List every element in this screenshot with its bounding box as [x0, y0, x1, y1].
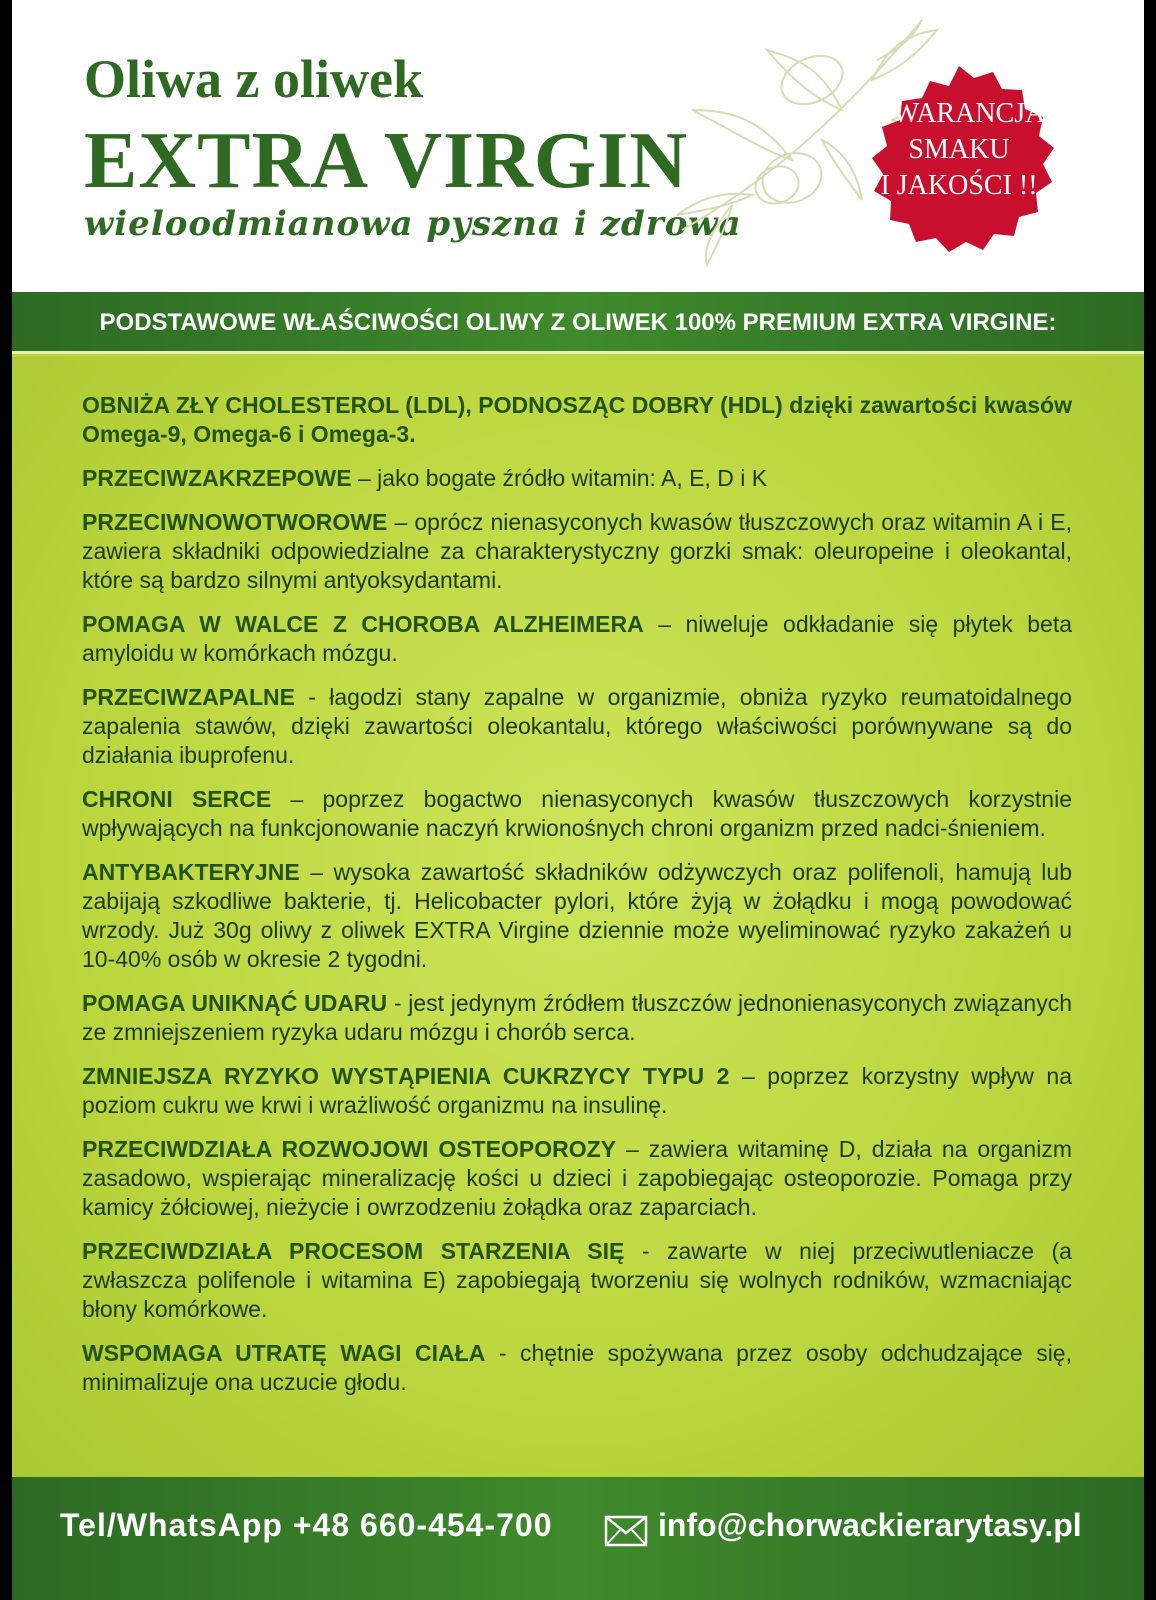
header — [12, 0, 1144, 292]
property-text: – zawiera witaminę D, działa na organizm zasadowo, wspierając mineralizację kości u dzieci i zapobiegając osteoporozie. Pomaga przy kamicy żółciowej, nieżycie i owrzodzeniu żołądka oraz zaparciach. — [82, 1136, 1072, 1220]
property-text: - łagodzi stany zapalne w organizmie, obniża ryzyko reumatoidalnego zapalenia stawów, dzięki zawartości oleokantalu, którego właściwości porównywane są do działania ibuprofenu. — [82, 684, 1072, 768]
property-item-aging — [82, 1237, 1072, 1324]
title-line2: EXTRA VIRGIN — [84, 117, 688, 205]
badge-line3: I JAKOŚCI !! — [880, 170, 1038, 201]
property-text: – poprzez korzystny wpływ na poziom cukru we krwi i wrażliwość organizmu na insulinę. — [82, 1063, 1072, 1118]
property-item-osteoporosis — [82, 1135, 1072, 1222]
property-item-weight-loss — [82, 1339, 1072, 1397]
property-text: – poprzez bogactwo nienasyconych kwasów tłuszczowych korzystnie wpływających na funkcjonowanie naczyń krwionośnych chroni organizm przed nadci-śnieniem. — [82, 786, 1072, 841]
property-heading: PRZECIWDZIAŁA ROZWOJOWI OSTEOPOROZY — [82, 1136, 617, 1162]
property-heading: PRZECIWNOWOTWOROWE — [82, 509, 388, 535]
property-heading: PRZECIWZAPALNE — [82, 684, 295, 710]
property-item-anti-inflammatory — [82, 683, 1072, 770]
property-text: – jako bogate źródło witamin: A, E, D i K — [351, 465, 768, 491]
badge-line1: GWARANCJA — [872, 98, 1046, 129]
contact-phone[interactable]: Tel/WhatsApp +48 660-454-700 — [60, 1507, 553, 1543]
property-text: – niweluje odkładanie się płytek beta amyloidu w komórkach mózgu. — [82, 611, 1073, 666]
property-item-stroke — [82, 989, 1072, 1047]
section-heading-band — [12, 292, 1144, 354]
properties-list — [82, 391, 1072, 1412]
property-item-heart — [82, 785, 1072, 843]
property-heading: PRZECIWDZIAŁA PROCESOM STARZENIA SIĘ — [82, 1238, 625, 1264]
property-heading: POMAGA UNIKNĄĆ UDARU — [82, 990, 388, 1016]
property-item-alzheimer — [82, 610, 1072, 668]
badge-line2: SMAKU — [908, 134, 1010, 165]
property-heading: PRZECIWZAKRZEPOWE — [82, 465, 352, 491]
envelope-icon — [604, 1515, 648, 1547]
property-item-anticancer — [82, 508, 1072, 595]
title-line1: Oliwa z oliwek — [84, 49, 423, 109]
property-text: – oprócz nienasyconych kwasów tłuszczowych oraz witamin A i E, zawiera składniki odpowiedzialne za charakterystyczny gorzki smak: oleuropeine i oleokantal, które są bardzo silnymi antyoksydantami. — [82, 509, 1072, 593]
property-heading: ANTYBAKTERYJNE — [82, 859, 300, 885]
poster — [12, 0, 1144, 1600]
property-text: - zawarte w niej przeciwutleniacze (a zwłaszcza polifenole i witamina E) zapobiegają tworzeniu się wolnych rodników, wzmacniając błony komórkowe. — [82, 1238, 1072, 1322]
section-heading: PODSTAWOWE WŁAŚCIWOŚCI OLIWY Z OLIWEK 100% PREMIUM EXTRA VIRGINE: — [99, 309, 1057, 336]
property-text: – wysoka zawartość składników odżywczych oraz polifenoli, hamują lub zabijają szkodliwe bakterie, tj. Helicobacter pylori, które żyją w żołądku i mogą powodować wrzody. Już 30g oliwy z oliwek EXTRA Virgine dziennie może wyeliminować ryzyko zakażeń u 10-40% osób w okresie 2 tygodni. — [82, 859, 1072, 972]
property-text: - jest jedynym źródłem tłuszczów jednonienasyconych związanych ze zmniejszeniem ryzyka udaru mózgu i chorób serca. — [82, 990, 1072, 1045]
property-item-cholesterol — [82, 391, 1072, 449]
property-item-diabetes — [82, 1062, 1072, 1120]
property-heading: ZMNIEJSZA RYZYKO WYSTĄPIENIA CUKRZYCY TYPU 2 — [82, 1063, 730, 1089]
contact-email[interactable]: info@chorwackierarytasy.pl — [658, 1507, 1082, 1543]
footer — [12, 1477, 1144, 1600]
property-heading: WSPOMAGA UTRATĘ WAGI CIAŁA — [82, 1340, 486, 1366]
property-item-anticoagulant — [82, 464, 1072, 493]
badge-text — [850, 96, 1068, 204]
property-item-antibacterial — [82, 858, 1072, 974]
subtitle: wieloodmianowa pyszna i zdrowa — [84, 204, 742, 244]
property-heading: OBNIŻA ZŁY CHOLESTEROL (LDL), PODNOSZĄC DOBRY (HDL) dzięki zawartości kwasów Omega-9, Omega-6 i Omega-3. — [82, 392, 1072, 447]
property-heading: POMAGA W WALCE Z CHOROBA ALZHEIMERA — [82, 611, 644, 637]
property-heading: CHRONI SERCE — [82, 786, 272, 812]
property-text: - chętnie spożywana przez osoby odchudzające się, minimalizuje ona uczucie głodu. — [82, 1340, 1072, 1395]
properties-section — [12, 357, 1144, 1477]
